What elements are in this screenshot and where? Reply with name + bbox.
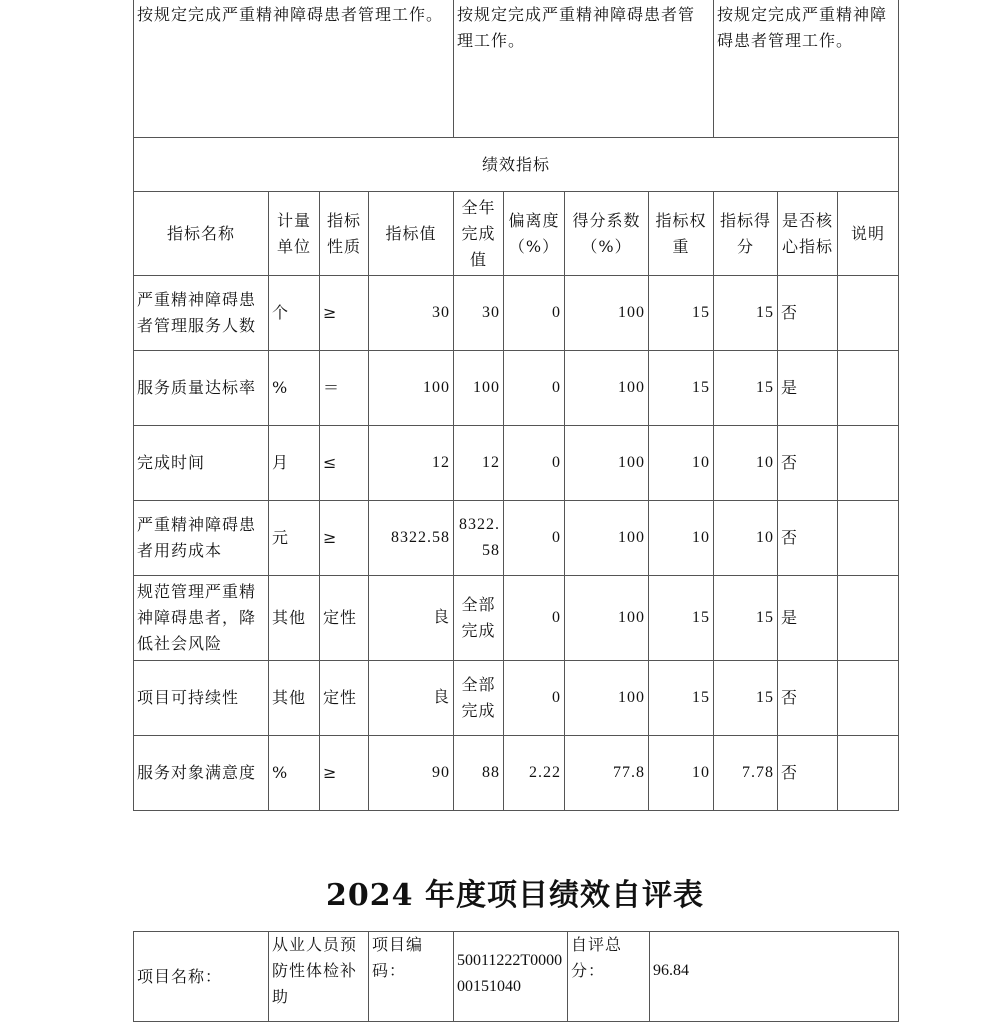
unit: %: [269, 736, 320, 811]
note: [838, 276, 899, 351]
coefficient: 100: [565, 661, 649, 736]
score: 15: [714, 576, 778, 661]
nature: ＝: [320, 351, 369, 426]
actual: 88: [454, 736, 504, 811]
table-row: [134, 501, 899, 576]
note: [838, 351, 899, 426]
unit: 月: [269, 426, 320, 501]
target: 90: [369, 736, 454, 811]
coefficient: 100: [565, 426, 649, 501]
header-cell: 说明: [838, 192, 899, 276]
actual: 100: [454, 351, 504, 426]
actual: 12: [454, 426, 504, 501]
deviation: 0: [504, 276, 565, 351]
project-info-table: [133, 931, 899, 1022]
actual: 全部完成: [454, 576, 504, 661]
table-row: [134, 276, 899, 351]
note: [838, 576, 899, 661]
nature: 定性: [320, 661, 369, 736]
deviation: 2.22: [504, 736, 565, 811]
header-cell: 全年完成值: [454, 192, 504, 276]
weight: 15: [649, 351, 714, 426]
target: 良: [369, 661, 454, 736]
header-cell: 偏离度（%）: [504, 192, 565, 276]
performance-table: [133, 0, 899, 811]
indicator-name: 项目可持续性: [134, 661, 269, 736]
score: 10: [714, 426, 778, 501]
actual: 30: [454, 276, 504, 351]
score: 15: [714, 351, 778, 426]
score: 7.78: [714, 736, 778, 811]
header-cell: 指标得分: [714, 192, 778, 276]
target: 30: [369, 276, 454, 351]
deviation: 0: [504, 426, 565, 501]
actual: 全部完成: [454, 661, 504, 736]
indicator-name: 服务质量达标率: [134, 351, 269, 426]
deviation: 0: [504, 576, 565, 661]
header-row: [134, 192, 899, 276]
actual: 8322.58: [454, 501, 504, 576]
deviation: 0: [504, 351, 565, 426]
header-cell: 指标权重: [649, 192, 714, 276]
note: [838, 426, 899, 501]
weight: 15: [649, 276, 714, 351]
core-flag: 否: [778, 276, 838, 351]
deviation: 0: [504, 501, 565, 576]
table-row: [134, 351, 899, 426]
unit: 元: [269, 501, 320, 576]
project-name-label: 项目名称：: [134, 932, 269, 1022]
weight: 15: [649, 576, 714, 661]
project-name-value: 从业人员预防性体检补助: [269, 932, 369, 1022]
table-row: [134, 576, 899, 661]
header-cell: 指标名称: [134, 192, 269, 276]
coefficient: 100: [565, 501, 649, 576]
core-flag: 是: [778, 576, 838, 661]
score: 15: [714, 276, 778, 351]
indicator-name: 服务对象满意度: [134, 736, 269, 811]
goal-row: [134, 0, 899, 138]
note: [838, 661, 899, 736]
header-cell: 指标值: [369, 192, 454, 276]
self-score-label: 自评总分：: [568, 932, 650, 1022]
coefficient: 77.8: [565, 736, 649, 811]
nature: ≤: [320, 426, 369, 501]
header-cell: 得分系数（%）: [565, 192, 649, 276]
core-flag: 否: [778, 661, 838, 736]
section-title: 绩效指标: [134, 138, 899, 192]
unit: 个: [269, 276, 320, 351]
coefficient: 100: [565, 276, 649, 351]
project-code-label: 项目编码：: [369, 932, 454, 1022]
indicator-name: 完成时间: [134, 426, 269, 501]
nature: 定性: [320, 576, 369, 661]
deviation: 0: [504, 661, 565, 736]
table-row: [134, 736, 899, 811]
coefficient: 100: [565, 576, 649, 661]
project-info-row: [134, 932, 899, 1022]
target: 12: [369, 426, 454, 501]
table-row: [134, 426, 899, 501]
core-flag: 否: [778, 426, 838, 501]
weight: 10: [649, 501, 714, 576]
indicator-name: 严重精神障碍患者用药成本: [134, 501, 269, 576]
section-title-row: [134, 138, 899, 192]
self-score-value: 96.84: [650, 932, 899, 1022]
unit: %: [269, 351, 320, 426]
weight: 10: [649, 426, 714, 501]
weight: 15: [649, 661, 714, 736]
form-title: 2024 年度项目绩效自评表: [326, 878, 704, 913]
target: 8322.58: [369, 501, 454, 576]
indicator-name: 规范管理严重精神障碍患者，降低社会风险: [134, 576, 269, 661]
header-cell: 指标性质: [320, 192, 369, 276]
nature: ≥: [320, 501, 369, 576]
core-flag: 是: [778, 351, 838, 426]
indicator-name: 严重精神障碍患者管理服务人数: [134, 276, 269, 351]
header-cell: 是否核心指标: [778, 192, 838, 276]
core-flag: 否: [778, 501, 838, 576]
target: 良: [369, 576, 454, 661]
note: [838, 501, 899, 576]
nature: ≥: [320, 276, 369, 351]
header-cell: 计量单位: [269, 192, 320, 276]
coefficient: 100: [565, 351, 649, 426]
nature: ≥: [320, 736, 369, 811]
goal-cell-1: 按规定完成严重精神障碍患者管理工作。: [134, 0, 454, 138]
goal-cell-2: 按规定完成严重精神障碍患者管理工作。: [454, 0, 714, 138]
target: 100: [369, 351, 454, 426]
table-row: [134, 661, 899, 736]
weight: 10: [649, 736, 714, 811]
unit: 其他: [269, 576, 320, 661]
goal-cell-3: 按规定完成严重精神障碍患者管理工作。: [714, 0, 899, 138]
unit: 其他: [269, 661, 320, 736]
score: 15: [714, 661, 778, 736]
note: [838, 736, 899, 811]
project-code-value: 50011222T000000151040: [454, 932, 568, 1022]
core-flag: 否: [778, 736, 838, 811]
score: 10: [714, 501, 778, 576]
